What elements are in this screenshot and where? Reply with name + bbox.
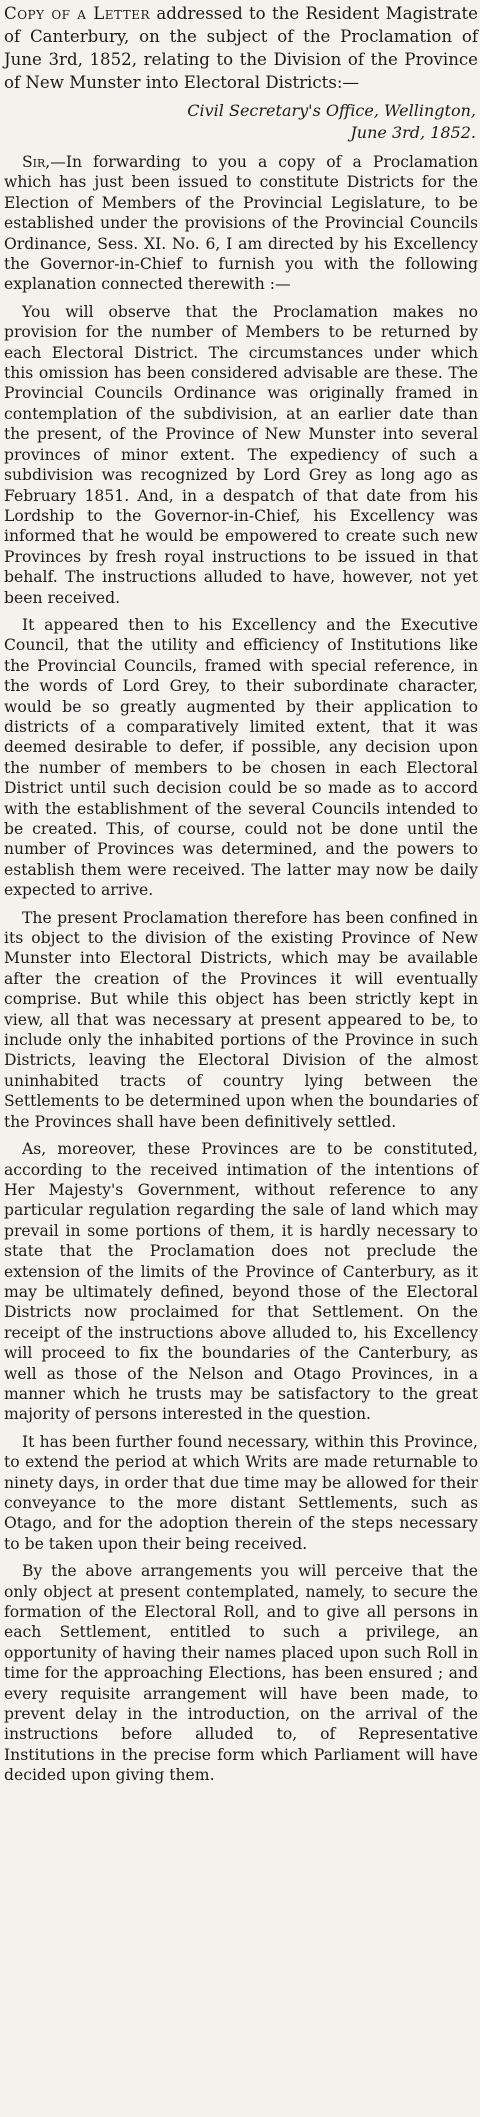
heading-lead: Copy of a Letter (4, 4, 151, 23)
dateline (4, 100, 478, 144)
paragraph-5: As, moreover, these Provinces are to be constituted, according to the received intimation of the intentions of Her Majesty's Government, without reference to any particular regulation regarding the sale of land which may prevail in some portions of them, it is hardly necessary to state that the Proclamation does not preclude the extension of the limits of the Province of Canterbury, as it may be ultimately defined, beyond those of the Electoral Districts now proclaimed for that Settlement. On the receipt of the instructions above alluded to, his Excellency will proceed to fix the boundaries of the Canterbury, as well as those of the Nelson and Otago Provinces, in a manner which he trusts may be satisfactory to the great majority of persons interested in the question. (4, 1140, 478, 1424)
dateline-date: June 3rd, 1852. (350, 123, 476, 142)
paragraph-1 (4, 152, 478, 295)
paragraph-2: You will observe that the Proclamation makes no provision for the number of Members to be returned by each Electoral District. The circumstances under which this omission has been considered advisable are these. The Provincial Councils Ordinance was originally framed in contemplation of the subdivision, at an earlier date than the present, of the Province of New Munster into several provinces of minor extent. The expediency of such a subdivision was recognized by Lord Grey as long ago as February 1851. And, in a despatch of that date from his Lordship to the Governor-in-Chief, his Excellency was informed that he would be empowered to create such new Provinces by fresh royal instructions to be issued in that behalf. The instructions alluded to have, however, not yet been received. (4, 302, 478, 607)
paragraph-1-text: —In forwarding to you a copy of a Proclamation which has just been issued to constitute Districts for the Election of Members of the Provincial Legislature, to be established under the provisions of the Provincial Councils Ordinance, Sess. XI. No. 6, I am directed by his Excellency the Governor-in-Chief to furnish you with the following explanation connected therewith :— (4, 153, 478, 294)
paragraph-4: The present Proclamation therefore has been confined in its object to the division of the existing Province of New Munster into Electoral Districts, which may be available after the creation of the Provinces it will eventually comprise. But while this object has been strictly kept in view, all that was necessary at present appeared to be, to include only the inhabited portions of the Province in such Districts, leaving the Electoral Division of the almost uninhabited tracts of country lying between the Settlements to be determined upon when the boundaries of the Provinces shall have been definitively settled. (4, 908, 478, 1131)
paragraph-3: It appeared then to his Excellency and the Executive Council, that the utility and efficiency of Institutions like the Provincial Councils, framed with special reference, in the words of Lord Grey, to their subordinate character, would be so greatly augmented by their application to districts of a comparatively limited extent, that it was deemed desirable to defer, if possible, any decision upon the number of members to be chosen in each Electoral District until such decision could be so made as to accord with the establishment of the several Councils intended to be created. This, of course, could not be done until the number of Provinces was determined, and the powers to establish them were received. The latter may now be daily expected to arrive. (4, 615, 478, 900)
paragraph-7: By the above arrangements you will perceive that the only object at present contemplated, namely, to secure the formation of the Electoral Roll, and to give all persons in each Settlement, entitled to such a privilege, an opportunity of having their names placed upon such Roll in time for the approaching Elections, has been ensured ; and every requisite arrangement will have been made, to prevent delay in the introduction, on the arrival of the instructions before alluded to, of Representative Institutions in the precise form which Parliament will have decided upon giving them. (4, 1562, 478, 1785)
salutation: Sir, (22, 153, 51, 171)
dateline-office: Civil Secretary's Office, Wellington, (187, 101, 476, 120)
heading-rest: addressed to the Resident Magistrate of Canterbury, on the subject of the Proclamation of June 3rd, 1852, relating to the Division of the Province of New Munster into Electoral Districts:— (4, 4, 478, 92)
paragraph-6: It has been further found necessary, within this Province, to extend the period at which Writs are made returnable to ninety days, in order that due time may be allowed for their conveyance to the more distant Settlements, such as Otago, and for the adoption therein of the steps necessary to be taken upon their being received. (4, 1432, 478, 1553)
letter-heading (4, 2, 478, 94)
